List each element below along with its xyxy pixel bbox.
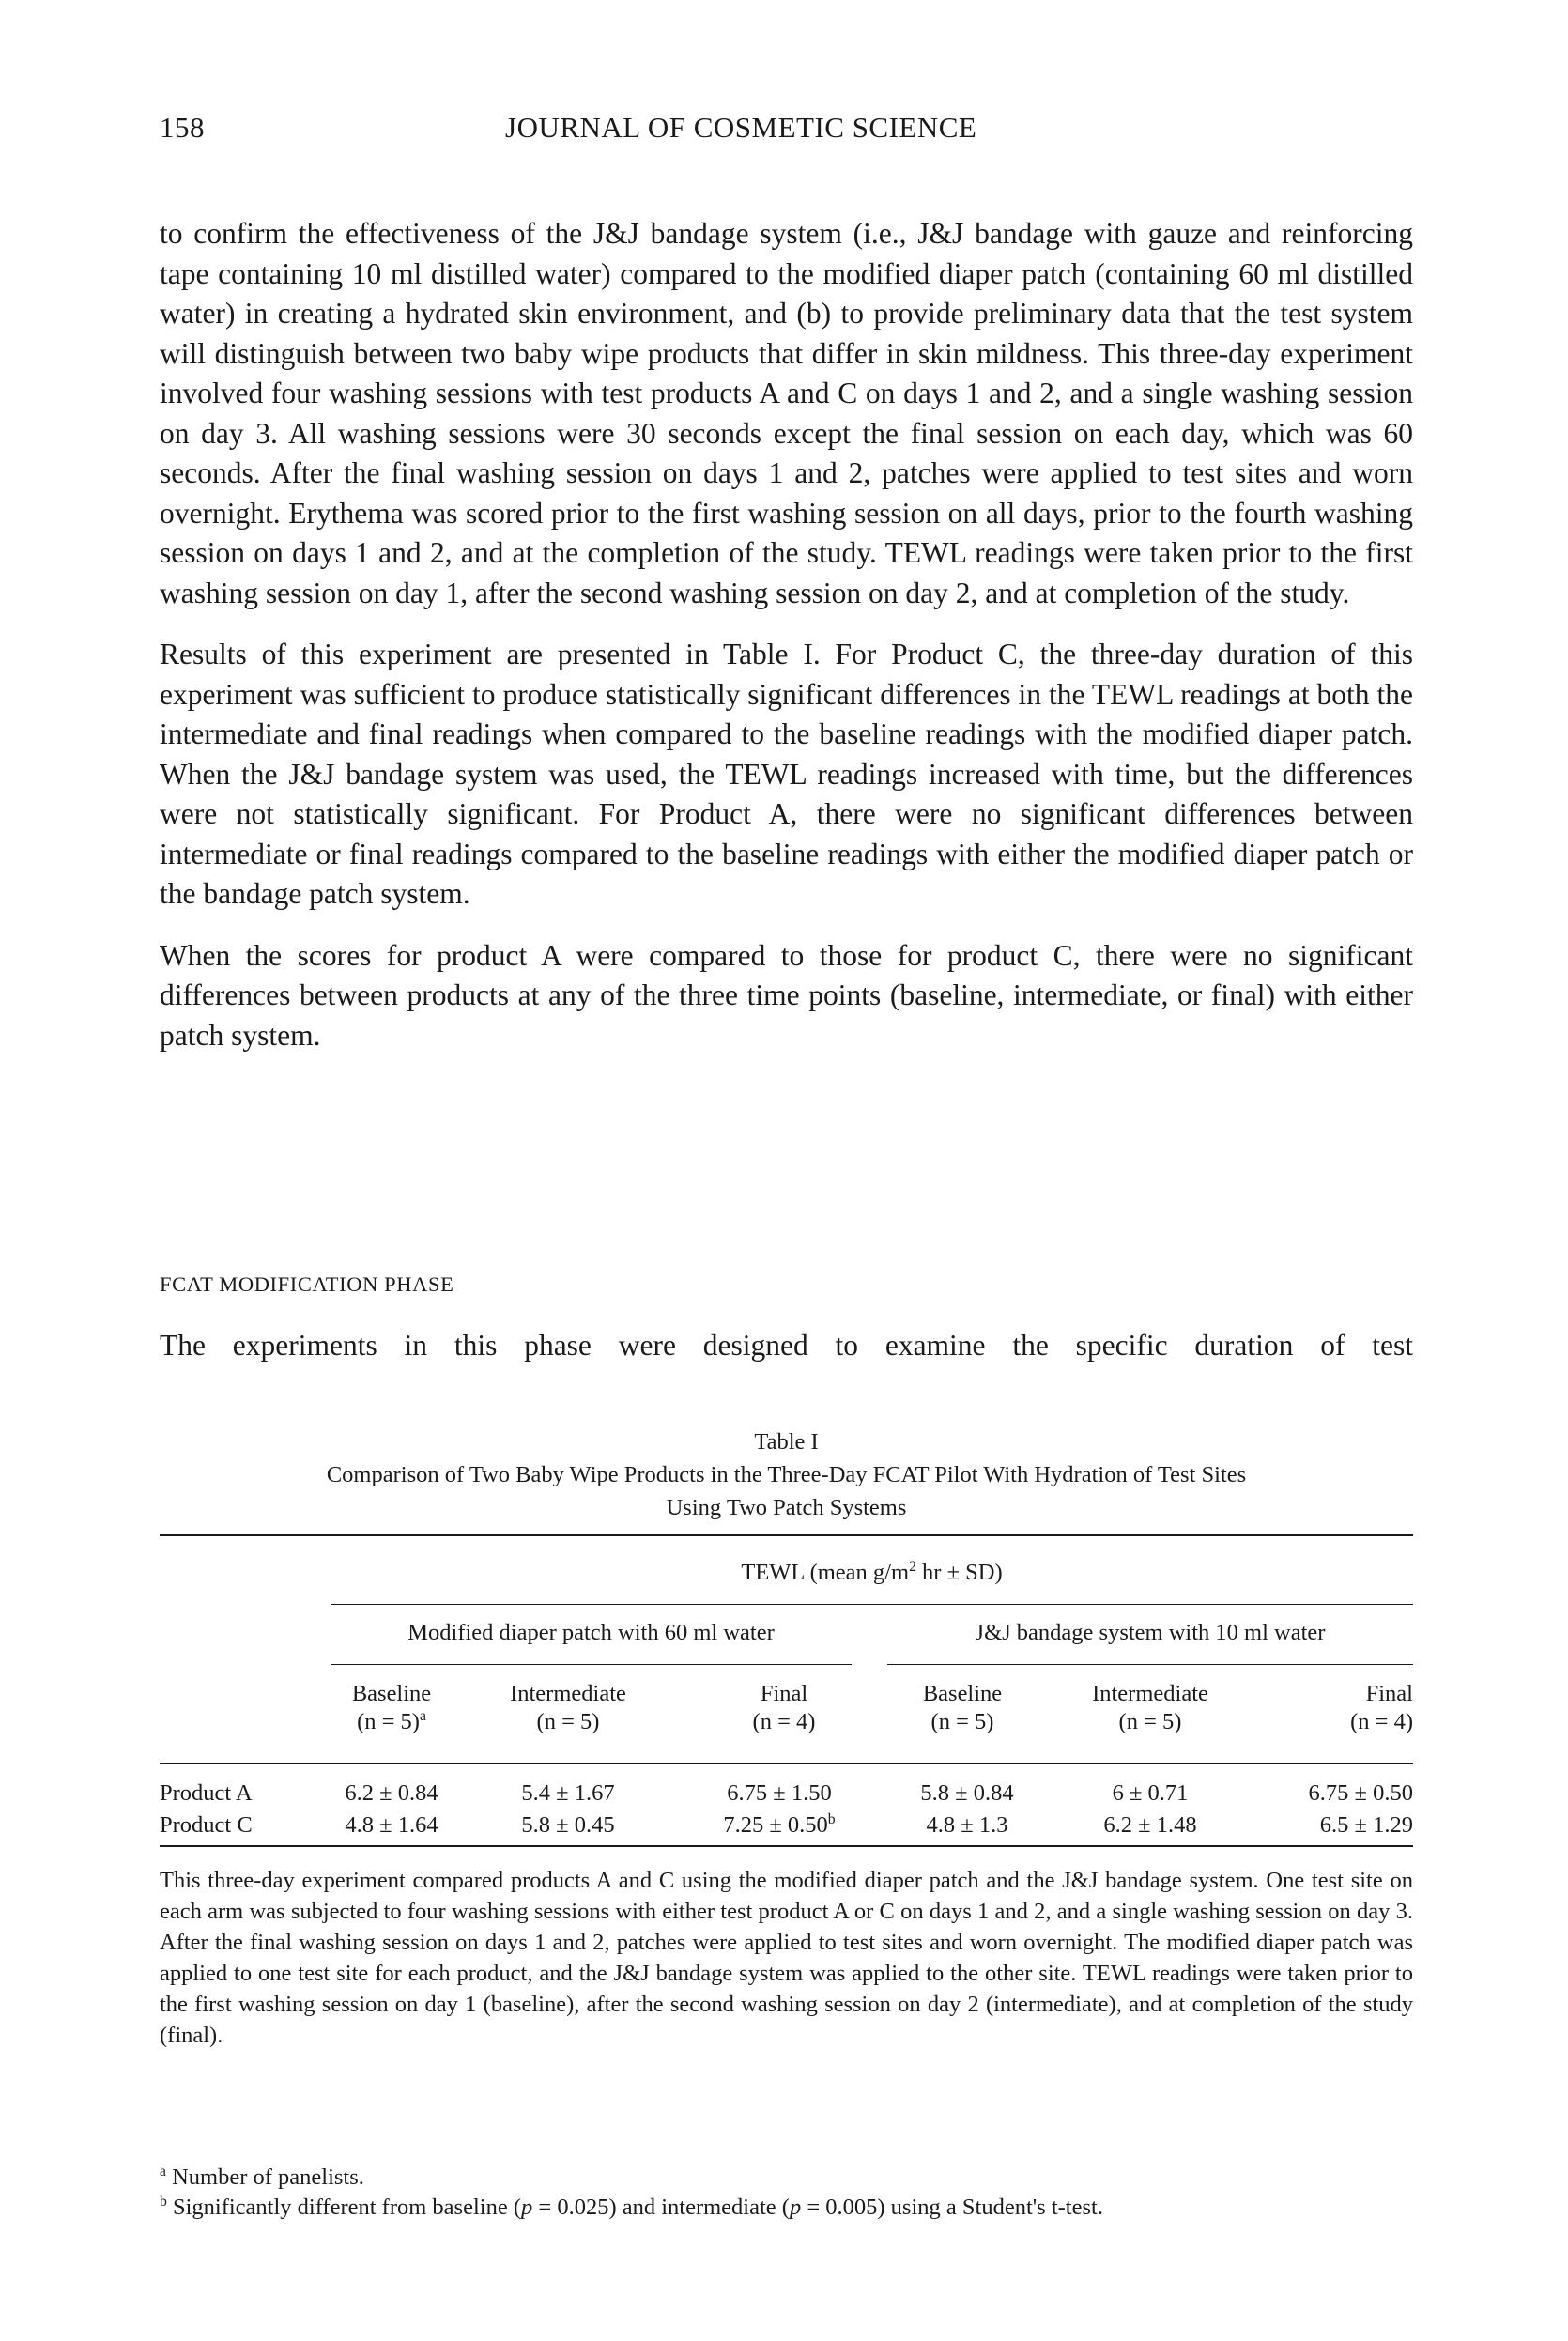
table-note: This three-day experiment compared products A and C using the modified diaper patch and the J&J bandage system. One test site on each arm was subjected to four washing sessions with either test product A or C on days 1 and 2, and a single washing session on day 3. After the final washing session on days 1 and 2, patches were applied to test sites and worn overnight. The modified diaper patch was applied to one test site for each product, and the J&J bandage system was applied to the other site. TEWL readings were taken prior to the first washing session on day 1 (baseline), after the second washing session on day 2 (intermediate), and at completion of the study (final).	[160, 1868, 1413, 2048]
body-text	[160, 214, 1413, 1077]
tewl-header: TEWL (mean $g/m^2$ hr ± SD)	[741, 1558, 1003, 1585]
column-header: Final (n = 4)	[1350, 1681, 1413, 1734]
table-cell: 6.75 ± 1.50	[727, 1780, 832, 1806]
group1-rule	[331, 1664, 852, 1665]
table-cell: 6 ± 0.71	[1112, 1780, 1189, 1806]
table-cell: 6.75 ± 0.50	[1308, 1780, 1413, 1806]
table-cell: 6.5 ± 1.29	[1319, 1812, 1413, 1838]
column-header: Intermediate (n = 5)	[510, 1681, 626, 1734]
table-label: Table I	[754, 1429, 819, 1455]
table-cell: 5.4 ± 1.67	[521, 1780, 615, 1806]
page-number: 158	[160, 111, 205, 144]
section-heading: FCAT MODIFICATION PHASE	[160, 1272, 454, 1296]
group2-rule	[887, 1664, 1413, 1665]
tewl-rule	[331, 1604, 1413, 1605]
column-header: Final (n = 4)	[752, 1681, 816, 1734]
paragraph: to confirm the effectiveness of the J&J bandage system (i.e., J&J bandage with gauze and reinforcing tape containing 10 ml distilled water) compared to the modified diaper patch (containing 60 ml distilled water) in creating a hydrated skin environment, and (b) to provide preliminary data that the test system will distinguish between two baby wipe products that differ in skin mildness. This three-day experiment involved four washing sessions with test products A and C on days 1 and 2, and a single washing session on day 3. All washing sessions were 30 seconds except the final session on each day, which was 60 seconds. After the final washing session on days 1 and 2, patches were applied to test sites and worn overnight. Erythema was scored prior to the first washing session on all days, prior to the fourth washing session on days 1 and 2, and at the completion of the study. TEWL readings were taken prior to the first washing session on day 1, after the second washing session on day 2, and at completion of the study.	[160, 217, 1413, 609]
table-header-rule	[160, 1763, 1413, 1764]
table-bottom-rule	[160, 1845, 1413, 1847]
section-paragraph: The experiments in this phase were designed to examine the specific duration of test	[160, 1329, 1413, 1362]
journal-title: JOURNAL OF COSMETIC SCIENCE	[505, 111, 977, 144]
table-cell: 7.25 ± 0.50$^b$	[723, 1810, 836, 1838]
table-cell: 6.2 ± 1.48	[1103, 1812, 1197, 1838]
group-header-jj-bandage: J&J bandage system with 10 ml water	[975, 1620, 1326, 1645]
table-cell: 5.8 ± 0.84	[920, 1780, 1014, 1806]
paragraph: Results of this experiment are presented in Table I. For Product C, the three-day duration of this experiment was sufficient to produce statistically significant differences in the TEWL readings at both the intermediate and final readings when compared to the baseline readings with the modified diaper patch. When the J&J bandage system was used, the TEWL readings increased with time, but the differences were not statistically significant. For Product A, there were no significant differences between intermediate or final readings compared to the baseline readings with either the modified diaper patch or the bandage patch system.	[160, 638, 1413, 910]
column-header: Intermediate (n = 5)	[1092, 1681, 1208, 1734]
table-top-rule	[160, 1534, 1413, 1536]
table-cell: 4.8 ± 1.3	[926, 1812, 1008, 1838]
table-caption	[160, 1425, 1413, 1524]
paragraph: When the scores for product A were compared to those for product C, there were no significant differences between products at any of the three time points (baseline, intermediate, or final) with either patch system.	[160, 938, 1413, 1052]
table-cell: 4.8 ± 1.64	[345, 1812, 438, 1838]
row-label-product-a: Product A	[160, 1780, 253, 1806]
column-header: Baseline (n = 5)$^a$	[351, 1681, 432, 1734]
column-header: Baseline (n = 5)	[922, 1681, 1003, 1734]
table-title-line-1: Comparison of Two Baby Wipe Products in the Three-Day FCAT Pilot With Hydration of Test Sites	[326, 1462, 1247, 1487]
table-cell: 5.8 ± 0.45	[521, 1812, 615, 1838]
table-cell: 6.2 ± 0.84	[345, 1780, 438, 1806]
table-title-line-2: Using Two Patch Systems	[666, 1495, 907, 1520]
running-header	[160, 111, 1418, 158]
footnote-b: $^b$ Significantly different from baseline (p = 0.025) and intermediate (p = 0.005) using a Student's t-test.	[160, 2193, 1103, 2220]
footnote-a: $^a$ Number of panelists.	[160, 2163, 364, 2190]
row-label-product-c: Product C	[160, 1812, 253, 1838]
group-header-modified-diaper: Modified diaper patch with 60 ml water	[407, 1620, 775, 1645]
